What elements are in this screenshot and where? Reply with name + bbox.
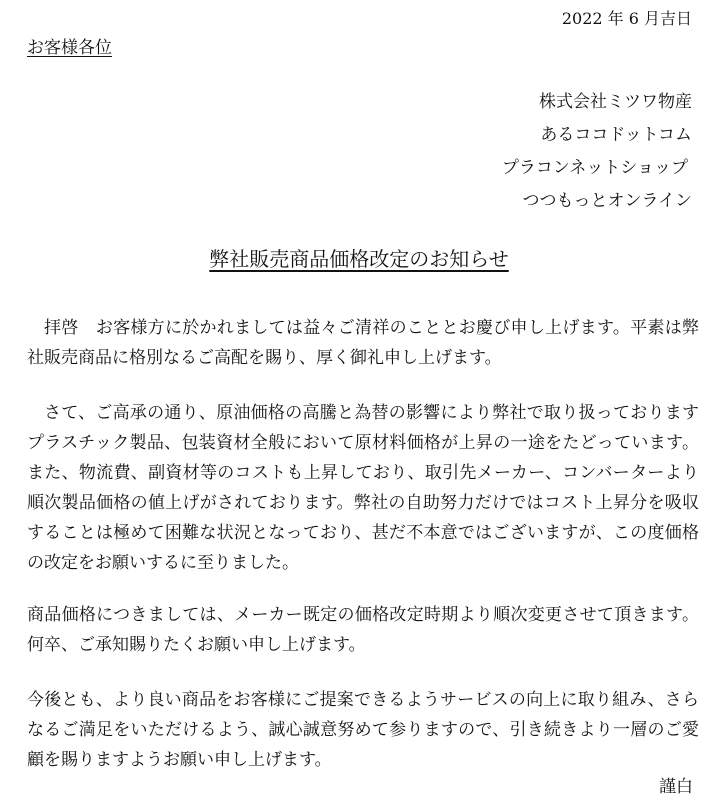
sender-list — [502, 86, 692, 218]
closing-paragraph: 今後とも、より良い商品をお客様にご提案できるようサービスの向上に取り組み、さらなるご満足をいただけるよう、誠心誠意努めて参りますので、引き続きより一層のご愛顧を賜りますようお願い申し上げます。 — [27, 690, 699, 770]
closing-word: 謹白 — [659, 777, 693, 797]
notice-title: 弊社販売商品価格改定のお知らせ — [209, 247, 509, 271]
sender-name: 株式会社ミツワ物産 — [539, 92, 692, 112]
letter-date: 2022 年 6 月吉日 — [561, 9, 692, 28]
sender-name: つつもっとオンライン — [522, 191, 692, 211]
recipient-line: お客様各位 — [27, 38, 112, 58]
sender-name: あるココドットコム — [540, 125, 692, 145]
greeting-paragraph: 拝啓 お客様方に於かれましては益々ご清祥のこととお慶び申し上げます。平素は弊社販売商品に格別なるご高配を賜り、厚く御礼申し上げます。 — [27, 318, 699, 368]
price-change-paragraph: 商品価格につきましては、メーカー既定の価格改定時期より順次変更させて頂きます。何卒、ご承知賜りたくお願い申し上げます。 — [27, 605, 699, 655]
sender-name: プラコンネットショップ — [501, 158, 688, 178]
reason-paragraph: さて、ご高承の通り、原油価格の高騰と為替の影響により弊社で取り扱っておりますプラスチック製品、包装資材全般において原材料価格が上昇の一途をたどっています。また、物流費、副資材等のコストも上昇しており、取引先メーカー、コンバーターより順次製品価格の値上げがされております。弊社の自助努力だけではコスト上昇分を吸収することは極めて困難な状況となっており、甚だ不本意ではございますが、この度価格の改定をお願いするに至りました。 — [27, 403, 699, 573]
